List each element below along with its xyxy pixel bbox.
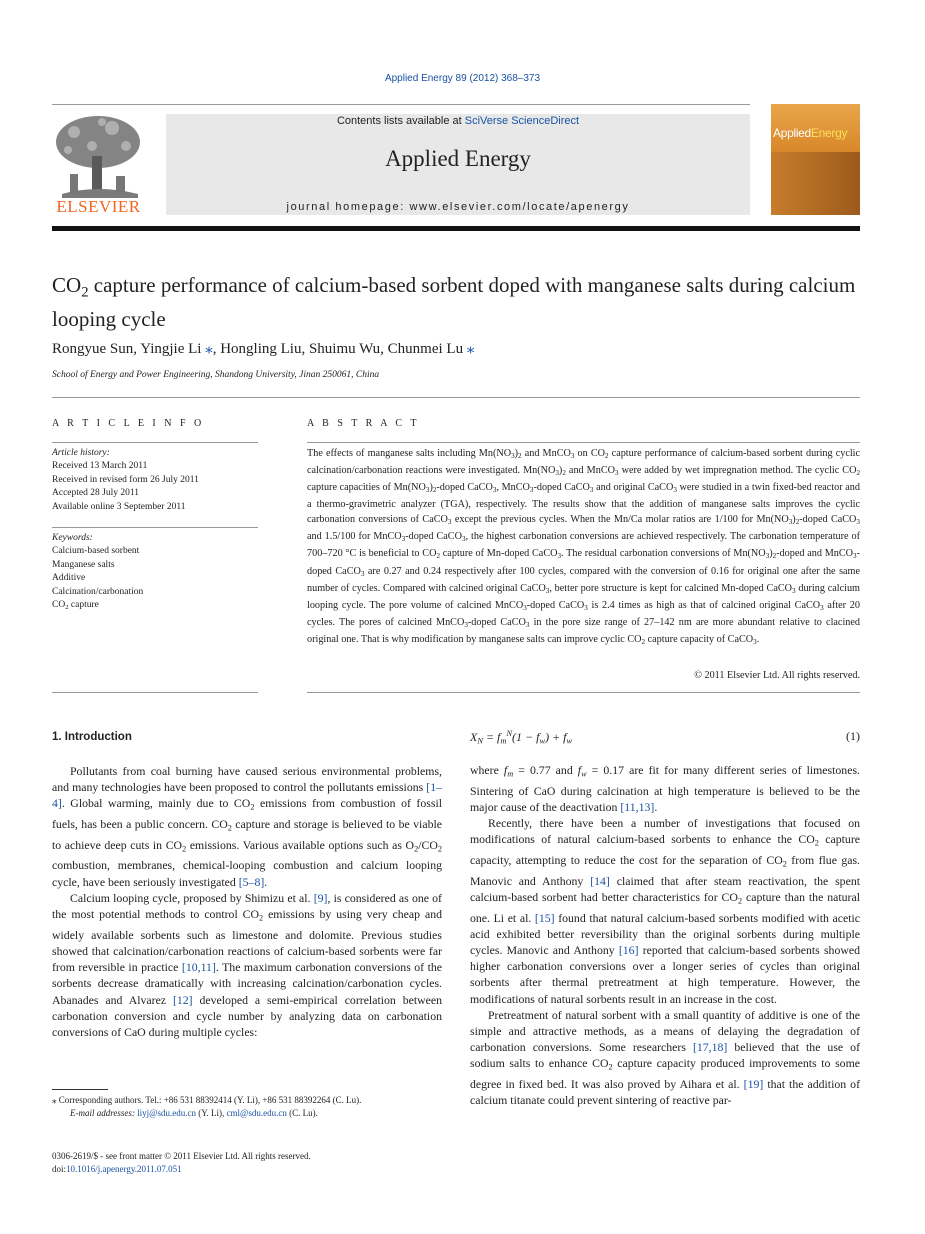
body-column-right bbox=[470, 762, 860, 1108]
contents-prefix: Contents lists available at bbox=[336, 115, 465, 127]
header-divider bbox=[52, 104, 750, 105]
article-title: $CO_2$ capture performance of calcium-based sorbent doped with manganese salts during calcium looping cycle bbox=[52, 273, 856, 332]
abstract-bottom-rule bbox=[307, 692, 860, 693]
article-history bbox=[52, 447, 258, 514]
keyword: Additive bbox=[52, 573, 86, 584]
doi-line bbox=[52, 1163, 452, 1176]
reference-link[interactable]: liyj@sdu.edu.cn bbox=[137, 1108, 196, 1118]
reference-link[interactable]: [15] bbox=[534, 910, 555, 925]
contents-line bbox=[166, 115, 750, 127]
equation-number: (1) bbox=[846, 729, 860, 743]
history-item: Available online 3 September 2011 bbox=[52, 501, 186, 512]
history-item: Accepted 28 July 2011 bbox=[52, 488, 139, 499]
history-item: Received in revised form 26 July 2011 bbox=[52, 474, 199, 485]
keywords-label: Keywords: bbox=[52, 533, 93, 543]
article-info-divider bbox=[52, 442, 258, 443]
reference-link[interactable]: cml@sdu.edu.cn bbox=[226, 1108, 287, 1118]
journal-name: Applied Energy bbox=[385, 146, 531, 171]
cover-title-energy: Energy bbox=[810, 126, 848, 140]
corresponding-author-note: ⁎ Corresponding authors. Tel.: +86 531 88392414 (Y. Li), +86 531 88392264 (C. Lu). bbox=[52, 1095, 362, 1105]
keyword: Manganese salts bbox=[52, 559, 115, 570]
reference-link[interactable]: [14] bbox=[590, 873, 610, 888]
reference-link[interactable]: [17,18] bbox=[692, 1040, 728, 1055]
article-info-bottom-rule bbox=[52, 692, 258, 693]
affiliation-divider bbox=[52, 397, 860, 398]
body-paragraph: Calcium looping cycle, proposed by Shimizu et al. [9], is considered as one of the most potential methods to control $CO_2$ emissions by using very cheap and widely available sorbents such as limestone and dolomite. Previous studies showed that calcination/carbonation reactions of calcium-based sorbents were far from reversible in practice [10,11]. The maximum carbonation conversions of the sorbents decrease dramatically with increasing calcination/carbonation cycles. Abanades and Alvarez [12] developed a semi-empirical correlation between carbonation conversion and cycle number by analyzing data on carbonation conversions of CaO during multiple cycles: bbox=[52, 890, 443, 1039]
footnotes bbox=[52, 1094, 442, 1120]
reference-link[interactable]: [10,11] bbox=[181, 960, 216, 975]
reference-link[interactable]: [1–4] bbox=[52, 780, 442, 811]
reference-link[interactable]: [9] bbox=[313, 890, 328, 905]
abstract-copyright: © 2011 Elsevier Ltd. All rights reserved. bbox=[694, 670, 860, 681]
section-heading-introduction: 1. Introduction bbox=[52, 731, 132, 743]
equation-1 bbox=[470, 729, 860, 746]
body-paragraph: Recently, there have been a number of investigations that focused on modifications of natural calcium-based sorbents to enhance the $CO_2$ capture capacity, attempting to reduce the cost for the separation of $CO_2$ from flue gas. Manovic and Anthony [14] claimed that after steam reactivation, the spent calcium-based sorbent had better characteristics for $CO_2$ capture than the natural one. Li et al. [15] found that natural calcium-based sorbents modified with acetic acid exhibited better reversibility than the original sorbents during multiple cycles. Manovic and Anthony [16] reported that calcium-based sorbents showed higher carbonation conversions over a longer series of cycles than original sorbents after thermal pretreatment at high temperature. However, the modifications of natural sorbents result in an increase in the cost. bbox=[470, 816, 860, 1006]
issn-line: 0306-2619/$ - see front matter © 2011 Elsevier Ltd. All rights reserved. bbox=[52, 1151, 311, 1161]
abstract-heading: A B S T R A C T bbox=[307, 418, 420, 429]
affiliation: School of Energy and Power Engineering, Shandong University, Jinan 250061, China bbox=[52, 370, 380, 380]
history-label: Article history: bbox=[52, 448, 110, 458]
body-paragraph: Pretreatment of natural sorbent with a small quantity of additive is one of the simple and attractive methods, as a means of delaying the degradation of carbonation conversions. Some researchers [17,18] believed that the use of sodium salts to enhance $CO_2$ capture capacity produced improvements to some degree in fixed bed. It was also proved by Aihara et al. [19] that the addition of calcium titanate could prevent sintering of reactive par- bbox=[470, 1007, 860, 1108]
imprint bbox=[52, 1150, 452, 1176]
footnote-rule bbox=[52, 1089, 108, 1090]
reference-link[interactable]: [12] bbox=[172, 992, 193, 1007]
abstract-divider bbox=[307, 442, 860, 443]
body-paragraph: where $f_m = 0.77$ and $f_w = 0.17$ are fit for many different series of limestones. Sintering of CaO during calcination at high temperature is believed to be the major cause of the deactivation [11,13]. bbox=[470, 763, 860, 814]
body-paragraph: Pollutants from coal burning have caused serious environmental problems, and many technologies have been proposed to control the pollutants emissions [1–4]. Global warming, mainly due to $CO_2$ emissions from combustion of fossil fuels, has been a public concern. $CO_2$ capture and storage is believed to be viable to achieve deep cuts in $CO_2$ emissions. Various available options such as $O_2/CO_2$ combustion, membranes, chemical-looping combustion and calcium looping cycle, have been seriously investigated [5–8]. bbox=[52, 764, 442, 889]
abstract-text: The effects of manganese salts including $Mn(NO_3)_2$ and MnCO$_3$ on $CO_2$ capture performance of calcium-based sorbent during cyclic calcination/carbonation reactions were investigated. $Mn(NO_3)_2$ and MnCO$_3$ were added by wet impregnation method. The cyclic $CO_2$ capture capacities of $Mn(NO_3)_2$-doped CaCO$_3$, MnCO$_3$-doped CaCO$_3$ and original CaCO$_3$ were studied in a twin fixed-bed reactor and a thermo-gravimetric analyzer (TGA), respectively. The results show that the addition of manganese salts improves the cyclic carbonation conversions of CaCO$_3$ except the previous cycles. When the Mn/Ca molar ratios are 1/100 for $Mn(NO_3)_2$-doped CaCO$_3$ and 1.5/100 for MnCO$_3$-doped CaCO$_3$, the highest carbonation conversions are achieved respectively. The carbonation temperature of 700–720 °C is beneficial to $CO_2$ capture of Mn-doped CaCO$_3$. The residual carbonation conversions of $Mn(NO_3)_2$-doped and MnCO$_3$-doped CaCO$_3$ are 0.27 and 0.24 respectively after 100 cycles, compared with the conversion of 0.16 for original one after the same number of cycles. Compared with calcined original CaCO$_3$, better pore structure is kept for calcined Mn-doped CaCO$_3$ during calcium looping cycle. The pore volume of calcined MnCO$_3$-doped CaCO$_3$ is 2.4 times as high as that of calcined original CaCO$_3$ after 20 cycles. The pores of calcined MnCO$_3$-doped CaCO$_3$ in the pore size range of 27–142 nm are more abundant relative to clacined original one. That is why modification by manganese salts can improve cyclic $CO_2$ capture capacity of CaCO$_3$. bbox=[307, 448, 861, 647]
journal-cover-image bbox=[771, 104, 860, 215]
doi-link[interactable]: 10.1016/j.apenergy.2011.07.051 bbox=[66, 1164, 182, 1174]
journal-citation[interactable]: Applied Energy 89 (2012) 368–373 bbox=[384, 73, 541, 84]
cover-artwork bbox=[771, 152, 860, 215]
elsevier-wordmark: ELSEVIER bbox=[56, 197, 141, 216]
keyword: Calcium-based sorbent bbox=[52, 546, 140, 557]
keyword: Calcination/carbonation bbox=[52, 586, 144, 597]
email-addresses: E-mail addresses: liyj@sdu.edu.cn (Y. Li), cml@sdu.edu.cn (C. Lu). bbox=[70, 1108, 318, 1118]
body-column-left bbox=[52, 763, 442, 1040]
cover-title bbox=[773, 126, 847, 140]
journal-homepage[interactable]: journal homepage: www.elsevier.com/locate/apenergy bbox=[286, 201, 630, 213]
keywords-divider bbox=[52, 527, 258, 528]
reference-link[interactable]: [19] bbox=[743, 1077, 764, 1091]
reference-link[interactable]: [16] bbox=[618, 942, 639, 957]
doi-prefix: doi: bbox=[52, 1164, 67, 1174]
header-thick-rule bbox=[52, 226, 860, 231]
history-item: Received 13 March 2011 bbox=[52, 461, 148, 472]
sciencedirect-link[interactable]: SciVerse ScienceDirect bbox=[464, 115, 580, 127]
cover-title-applied: Applied bbox=[773, 126, 811, 140]
article-info-heading: A R T I C L E I N F O bbox=[52, 418, 205, 429]
equation-body: $X_N = f_m^N(1 - f_w) + f_w$ bbox=[470, 729, 573, 746]
reference-link[interactable]: [5–8] bbox=[238, 874, 265, 889]
keyword: $CO_2$ capture bbox=[52, 600, 99, 612]
keywords bbox=[52, 532, 258, 614]
author-list: Rongyue Sun, Yingjie Li ⁎, Hongling Liu, Shuimu Wu, Chunmei Lu ⁎ bbox=[52, 341, 475, 357]
reference-link[interactable]: [11,13] bbox=[620, 799, 655, 814]
